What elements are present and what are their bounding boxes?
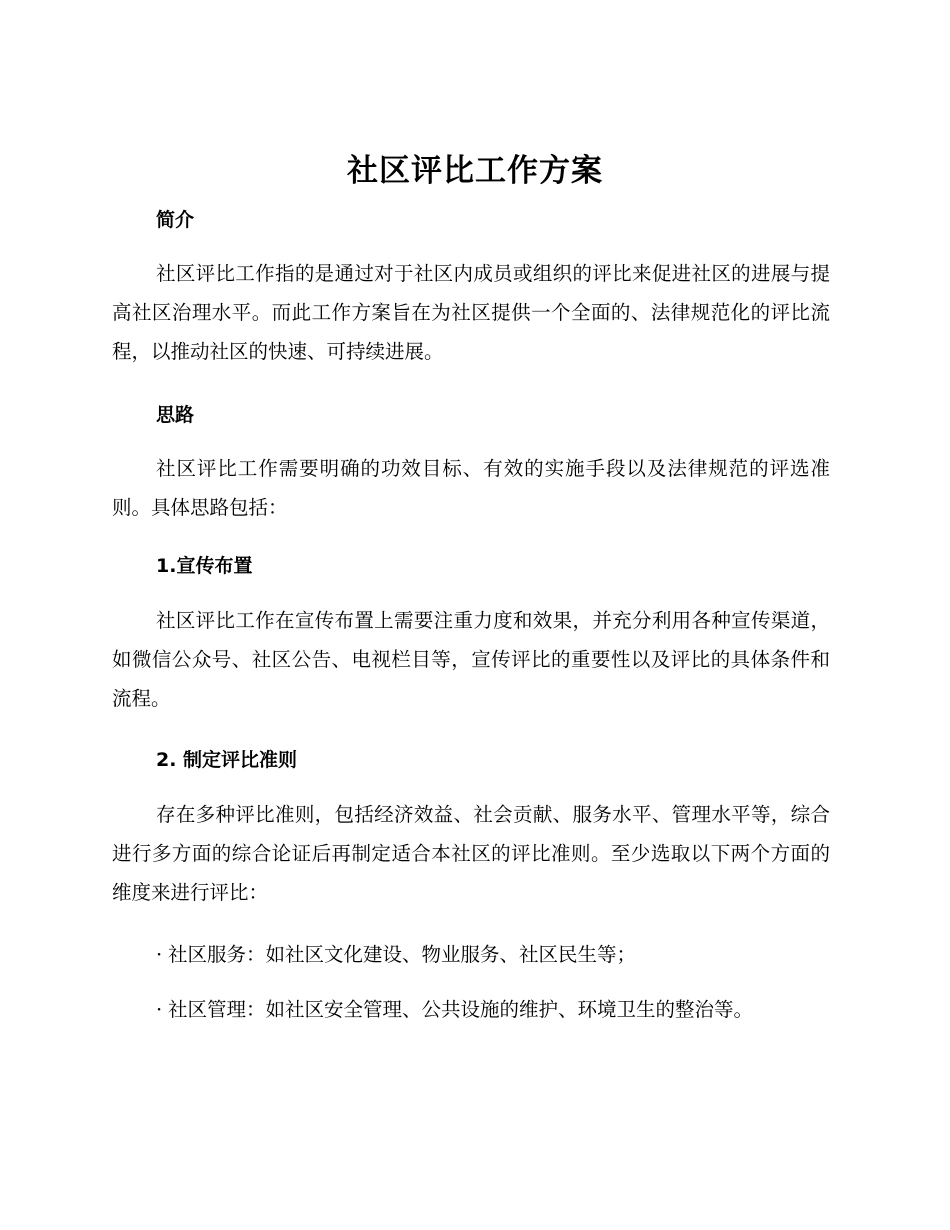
section-paragraph-criteria: 存在多种评比准则，包括经济效益、社会贡献、服务水平、管理水平等，综合进行多方面的综合论证后再制定适合本社区的评比准则。至少选取以下两个方面的维度来进行评比： bbox=[112, 803, 830, 904]
document-title: 社区评比工作方案 bbox=[347, 153, 603, 189]
section-heading-intro: 简介 bbox=[156, 209, 195, 231]
list-item-text: 社区管理：如社区安全管理、公共设施的维护、环境卫生的整治等。 bbox=[168, 998, 754, 1021]
section-heading-approach: 思路 bbox=[156, 404, 195, 426]
list-item-text: 社区服务：如社区文化建设、物业服务、社区民生等； bbox=[168, 943, 637, 966]
list-item bbox=[156, 990, 830, 1029]
section-paragraph-approach: 社区评比工作需要明确的功效目标、有效的实施手段以及法律规范的评选准则。具体思路包括： bbox=[112, 457, 830, 519]
section-heading-criteria: 2. 制定评比准则 bbox=[156, 749, 298, 771]
list-item bbox=[156, 935, 830, 974]
section-heading-publicity: 1.宣传布置 bbox=[156, 555, 253, 577]
bullet-dot: · bbox=[156, 943, 163, 966]
bullet-dot: · bbox=[156, 998, 163, 1021]
section-paragraph-intro: 社区评比工作指的是通过对于社区内成员或组织的评比来促进社区的进展与提高社区治理水平。而此工作方案旨在为社区提供一个全面的、法律规范化的评比流程，以推动社区的快速、可持续进展。 bbox=[112, 262, 830, 363]
section-paragraph-publicity: 社区评比工作在宣传布置上需要注重力度和效果，并充分利用各种宣传渠道，如微信公众号、社区公告、电视栏目等，宣传评比的重要性以及评比的具体条件和流程。 bbox=[112, 609, 830, 710]
